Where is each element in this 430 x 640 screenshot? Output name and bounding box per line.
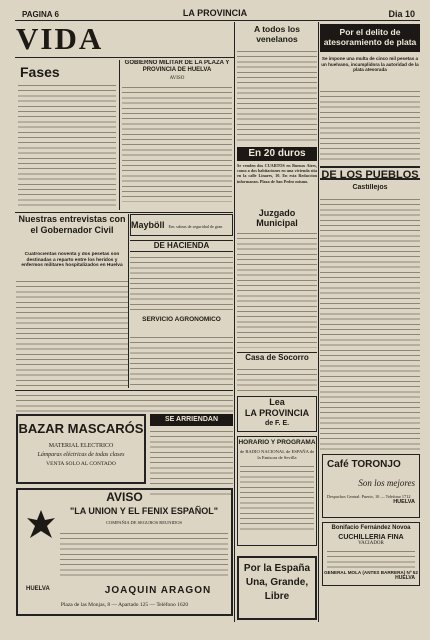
- bazar-title: BAZAR MASCARÓS: [18, 421, 144, 436]
- horario-box: [237, 436, 317, 546]
- page-number: PAGINA 6: [22, 10, 59, 19]
- duros-title: En 20 duros: [237, 147, 317, 161]
- toronjo-line1: Son los mejores: [358, 478, 415, 488]
- bonifacio-line1: CUCHILLERIA FINA: [338, 534, 404, 541]
- mayboll-ad: [130, 214, 233, 236]
- mayboll-title: Mayböll: [131, 220, 165, 230]
- fases-title: Fases: [20, 64, 60, 80]
- aviso-title: AVISO: [106, 490, 143, 504]
- aviso-sign: HUELVA: [26, 586, 50, 592]
- servicio-title: SERVICIO AGRONOMICO: [142, 316, 221, 323]
- lea-line1: Lea: [269, 397, 285, 407]
- juzgado-title: Juzgado Municipal: [256, 208, 298, 228]
- pueblos-title: DE LOS PUEBLOS: [320, 166, 420, 180]
- bonifacio-line2: VACIADOR: [358, 541, 384, 546]
- entrevistas-subtitle: Cuatrocientas noventa y dos pesetas son destinadas a reparto entre los heridos y enfermos militares hospitalizados en Huelva: [21, 252, 123, 269]
- delito-text: [320, 88, 420, 163]
- aviso-company-sub: COMPAÑIA DE SEGUROS REUNIDOS: [106, 520, 182, 525]
- delito-subtitle: Se impone una multa de cinco mil pesetas a un huelvano, incumplidora la autoridad de la plata atesorada: [321, 56, 419, 73]
- delito-title: Por el delito de atesoramiento de plata: [320, 24, 420, 52]
- aviso-company: "LA UNION Y EL FENIX ESPAÑOL": [69, 506, 219, 516]
- toronjo-title: Café TORONJO: [327, 459, 401, 470]
- pueblos-subtitle: Castillejos: [352, 184, 388, 191]
- horario-title: HORARIO Y PROGRAMA: [238, 439, 316, 446]
- lea-box: [237, 396, 317, 432]
- gobierno-militar-title: GOBIERNO MILITAR DE LA PLAZA Y PROVINCIA DE HUELVA: [124, 60, 230, 73]
- notice-text: [16, 392, 233, 412]
- venelanos-title: A todos los venelanos: [254, 24, 300, 44]
- espana-box: [237, 556, 317, 620]
- entrevistas-text: [16, 278, 128, 388]
- hacienda-title: DE HACIENDA: [130, 240, 233, 252]
- newspaper-name: LA PROVINCIA: [182, 8, 248, 18]
- toronjo-ad: [322, 454, 420, 518]
- toronjo-city: HUELVA: [393, 499, 415, 505]
- mayboll-text: Enc sabras de seguridad de gran: [168, 224, 223, 229]
- horario-sub: de RADIO NACIONAL de ESPAÑA de la Emisora de Sevilla: [239, 449, 315, 460]
- espana-line3: Libre: [264, 591, 290, 602]
- bazar-line2: Lámparas eléctricas de todas clases: [37, 452, 125, 458]
- casa-socorro-title: Casa de Socorro: [237, 352, 317, 364]
- pueblos-text: [320, 196, 420, 450]
- duros-text: Se venden dos CUARTOS en Buenos Aires, como a dos habitaciones en una vivienda sita en la calle Linares, 10. En esta Redaccion informaran. Plaza de San Pedro mismo.: [237, 163, 317, 184]
- fases-text: [18, 82, 116, 210]
- aviso-address: Plaza de las Monjas, 8 — Apartado 125 — Teléfono 1620: [60, 602, 189, 608]
- arriendan-title: SE ARRIENDAN: [150, 414, 233, 426]
- toronjo-line2: Despachos Central: Puerto, 10 — Telefono 1712: [327, 494, 411, 499]
- section-title: VIDA: [16, 22, 102, 56]
- espana-line1: Por la España: [243, 563, 311, 574]
- bonifacio-ad: [322, 522, 420, 586]
- aviso-agent: JOAQUIN ARAGON: [104, 585, 212, 596]
- servicio-text: [130, 334, 233, 388]
- hacienda-text: [130, 254, 233, 314]
- juzgado-text: [237, 230, 317, 348]
- lea-line2: LA PROVINCIA: [244, 408, 310, 418]
- venelanos-text: [237, 48, 317, 143]
- bazar-line1: MATERIAL ELECTRICO: [48, 443, 114, 449]
- bonifacio-line3: GENERAL MOLA (ANTES BARRERA) Nº 52: [324, 570, 418, 575]
- bonifacio-city: HUELVA: [395, 575, 415, 581]
- gobierno-militar-subtitle: AVISO: [169, 76, 185, 81]
- gobierno-militar-box: [122, 60, 232, 210]
- espana-line2: Una, Grande,: [245, 577, 309, 588]
- entrevistas-title: Nuestras entrevistas con el Gobernador Civil: [18, 214, 126, 235]
- bazar-ad: [16, 414, 146, 484]
- lea-line3: de F. E.: [264, 420, 290, 427]
- bonifacio-title: Bonifacio Fernández Novoa: [331, 525, 411, 531]
- casa-socorro-text: [237, 366, 317, 394]
- aviso-ad: [16, 488, 233, 616]
- day-label: Dia 10: [388, 9, 415, 19]
- phoenix-emblem-icon: [26, 508, 56, 542]
- bazar-line3: VENTA SOLO AL CONTADO: [46, 461, 116, 467]
